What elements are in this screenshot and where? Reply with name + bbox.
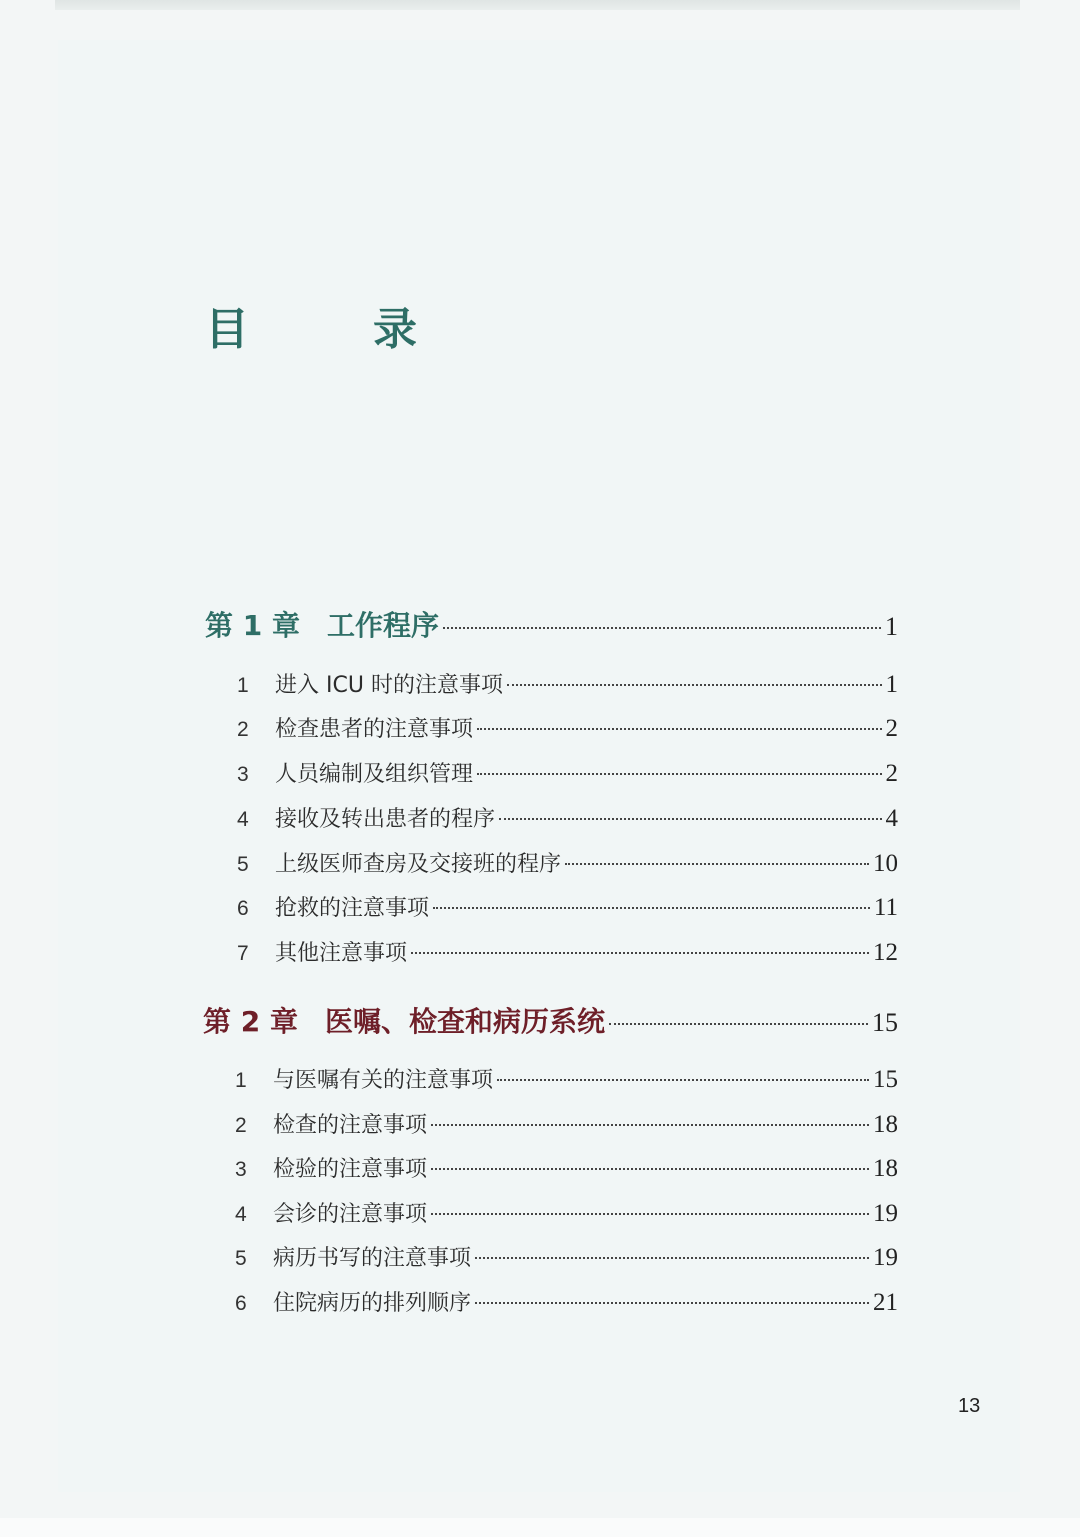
chapter-number: 第 1 章	[205, 609, 300, 642]
entry-label: 病历书写的注意事项	[273, 1246, 472, 1271]
toc-entry[interactable]	[237, 936, 898, 967]
toc-entry[interactable]	[235, 1241, 898, 1272]
page-number: 11	[873, 894, 898, 921]
page-number: 18	[873, 1155, 898, 1182]
entry-number: 5	[237, 853, 249, 876]
page-number: 18	[873, 1111, 898, 1138]
entry-label: 接收及转出患者的程序	[275, 807, 496, 832]
dot-leader	[475, 1302, 869, 1304]
dot-leader	[507, 684, 882, 686]
entry-label: 上级医师查房及交接班的程序	[275, 852, 562, 877]
entry-label: 会诊的注意事项	[273, 1202, 428, 1227]
entry-label: 进入 ICU 时的注意事项	[275, 673, 503, 698]
chapter-title: 工作程序	[327, 609, 440, 642]
toc-entry[interactable]	[237, 891, 898, 922]
page-title: 目 录	[205, 304, 457, 355]
toc-chapter-1[interactable]	[205, 604, 898, 644]
entry-label: 检验的注意事项	[273, 1157, 428, 1182]
toc-entry[interactable]	[237, 712, 898, 743]
chapter-title: 医嘱、检查和病历系统	[325, 1005, 606, 1038]
page-number: 1	[885, 671, 898, 698]
page-number: 19	[873, 1244, 898, 1271]
entry-number: 2	[235, 1114, 247, 1137]
dot-leader	[497, 1079, 869, 1081]
page-number: 15	[872, 1008, 898, 1037]
page-number: 4	[885, 805, 898, 832]
entry-number: 1	[237, 674, 249, 697]
page-number: 10	[873, 850, 898, 877]
dot-leader	[431, 1168, 869, 1170]
dot-leader	[477, 773, 881, 775]
dot-leader	[443, 627, 881, 629]
dot-leader	[609, 1023, 868, 1025]
entry-number: 6	[237, 897, 249, 920]
entry-label: 其他注意事项	[275, 941, 408, 966]
scan-bottom-edge	[0, 1518, 1080, 1537]
entry-label: 检查患者的注意事项	[275, 717, 474, 742]
toc-entry[interactable]	[235, 1063, 898, 1094]
page-number: 15	[873, 1066, 898, 1093]
toc-chapter-2[interactable]	[203, 1000, 898, 1040]
entry-label: 抢救的注意事项	[275, 896, 430, 921]
toc-entry[interactable]	[235, 1152, 898, 1183]
page-number: 1	[885, 612, 898, 641]
entry-number: 7	[237, 942, 249, 965]
dot-leader	[411, 952, 869, 954]
page-number: 12	[873, 939, 898, 966]
toc-entry[interactable]	[235, 1286, 898, 1317]
dot-leader	[499, 818, 881, 820]
entry-number: 4	[235, 1203, 247, 1226]
entry-label: 人员编制及组织管理	[275, 762, 474, 787]
dot-leader	[565, 863, 869, 865]
toc-entry[interactable]	[235, 1108, 898, 1139]
dot-leader	[477, 728, 881, 730]
chapter-number: 第 2 章	[203, 1005, 298, 1038]
entry-label: 检查的注意事项	[273, 1113, 428, 1138]
page-number: 2	[885, 715, 898, 742]
dot-leader	[475, 1257, 869, 1259]
dot-leader	[431, 1124, 869, 1126]
page-number: 19	[873, 1200, 898, 1227]
toc-entry[interactable]	[237, 847, 898, 878]
entry-number: 3	[237, 763, 249, 786]
entry-number: 4	[237, 808, 249, 831]
folio-page-number: 13	[958, 1395, 981, 1417]
page-number: 2	[885, 760, 898, 787]
entry-number: 6	[235, 1292, 247, 1315]
dot-leader	[431, 1213, 869, 1215]
toc-entry[interactable]	[237, 802, 898, 833]
page-number: 21	[873, 1289, 898, 1316]
entry-number: 3	[235, 1158, 247, 1181]
toc-entry[interactable]	[235, 1197, 898, 1228]
entry-number: 5	[235, 1247, 247, 1270]
entry-number: 1	[235, 1069, 247, 1092]
toc-entry[interactable]	[237, 668, 898, 699]
dot-leader	[433, 907, 870, 909]
entry-number: 2	[237, 718, 249, 741]
entry-label: 与医嘱有关的注意事项	[273, 1068, 494, 1093]
toc-entry[interactable]	[237, 757, 898, 788]
entry-label: 住院病历的排列顺序	[273, 1291, 472, 1316]
